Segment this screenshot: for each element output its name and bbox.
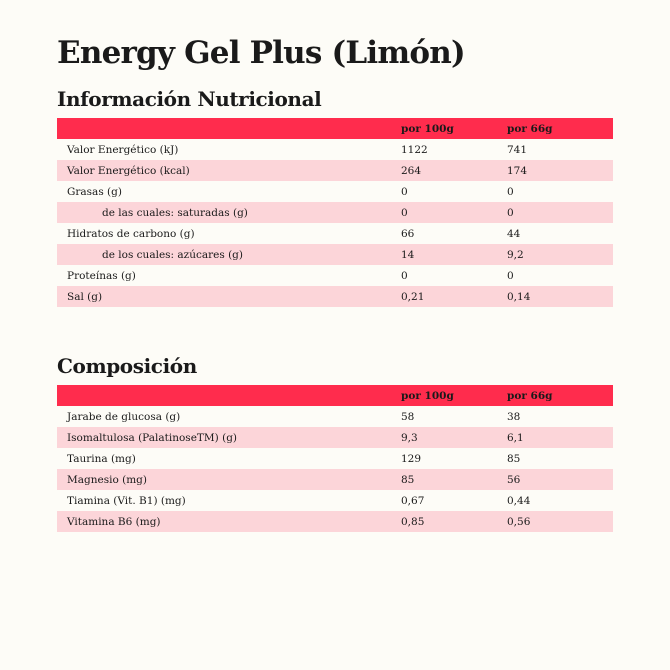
table-header-row <box>57 118 613 139</box>
value-per-100g: 58 <box>401 410 415 423</box>
row-label: Jarabe de glucosa (g) <box>67 410 181 423</box>
table-row <box>57 223 613 244</box>
row-label: Valor Energético (kJ) <box>67 143 179 156</box>
row-label: Grasas (g) <box>67 185 122 198</box>
value-per-100g: 0,85 <box>401 515 425 528</box>
value-per-66g: 0,56 <box>507 515 531 528</box>
table-row <box>57 448 613 469</box>
value-per-100g: 0,67 <box>401 494 425 507</box>
table-row <box>57 511 613 532</box>
value-per-66g: 6,1 <box>507 431 524 444</box>
table-row <box>57 469 613 490</box>
row-label: Sal (g) <box>67 290 103 303</box>
row-label: Isomaltulosa (PalatinoseTM) (g) <box>67 431 238 444</box>
column-header-per-66g: por 66g <box>507 122 553 135</box>
nutrition-heading: Información Nutricional <box>57 87 322 111</box>
row-label: Proteínas (g) <box>67 269 136 282</box>
table-row <box>57 286 613 307</box>
row-label: Tiamina (Vit. B1) (mg) <box>67 494 186 507</box>
table-row <box>57 181 613 202</box>
row-label: de los cuales: azúcares (g) <box>102 248 243 261</box>
product-sheet <box>57 34 613 532</box>
table-row <box>57 139 613 160</box>
table-row <box>57 202 613 223</box>
value-per-66g: 741 <box>507 143 528 156</box>
row-label: Vitamina B6 (mg) <box>67 515 161 528</box>
row-label: de las cuales: saturadas (g) <box>102 206 248 219</box>
column-header-per-100g: por 100g <box>401 122 454 135</box>
column-header-ingredient <box>57 385 401 406</box>
value-per-66g: 38 <box>507 410 521 423</box>
value-per-66g: 44 <box>507 227 521 240</box>
value-per-100g: 0 <box>401 269 408 282</box>
row-label: Hidratos de carbono (g) <box>67 227 195 240</box>
value-per-66g: 0,44 <box>507 494 531 507</box>
value-per-66g: 56 <box>507 473 521 486</box>
column-header-per-66g: por 66g <box>507 389 553 402</box>
row-label: Taurina (mg) <box>67 452 136 465</box>
value-per-66g: 0 <box>507 269 514 282</box>
column-header-nutrient <box>57 118 401 139</box>
value-per-66g: 0 <box>507 185 514 198</box>
value-per-66g: 0 <box>507 206 514 219</box>
value-per-66g: 85 <box>507 452 521 465</box>
value-per-66g: 0,14 <box>507 290 531 303</box>
value-per-100g: 0,21 <box>401 290 425 303</box>
table-row <box>57 160 613 181</box>
value-per-100g: 85 <box>401 473 415 486</box>
composition-heading: Composición <box>57 354 197 378</box>
value-per-100g: 129 <box>401 452 422 465</box>
table-header-row <box>57 385 613 406</box>
composition-table <box>57 385 613 532</box>
table-row <box>57 265 613 286</box>
value-per-66g: 9,2 <box>507 248 524 261</box>
value-per-100g: 264 <box>401 164 422 177</box>
table-row <box>57 244 613 265</box>
value-per-100g: 9,3 <box>401 431 418 444</box>
column-header-per-100g: por 100g <box>401 389 454 402</box>
value-per-100g: 14 <box>401 248 415 261</box>
table-row <box>57 490 613 511</box>
value-per-100g: 1122 <box>401 143 428 156</box>
nutrition-table <box>57 118 613 307</box>
row-label: Valor Energético (kcal) <box>67 164 190 177</box>
row-label: Magnesio (mg) <box>67 473 147 486</box>
page-title: Energy Gel Plus (Limón) <box>57 35 465 71</box>
value-per-100g: 66 <box>401 227 415 240</box>
value-per-66g: 174 <box>507 164 528 177</box>
value-per-100g: 0 <box>401 206 408 219</box>
table-row <box>57 427 613 448</box>
value-per-100g: 0 <box>401 185 408 198</box>
table-row <box>57 406 613 427</box>
